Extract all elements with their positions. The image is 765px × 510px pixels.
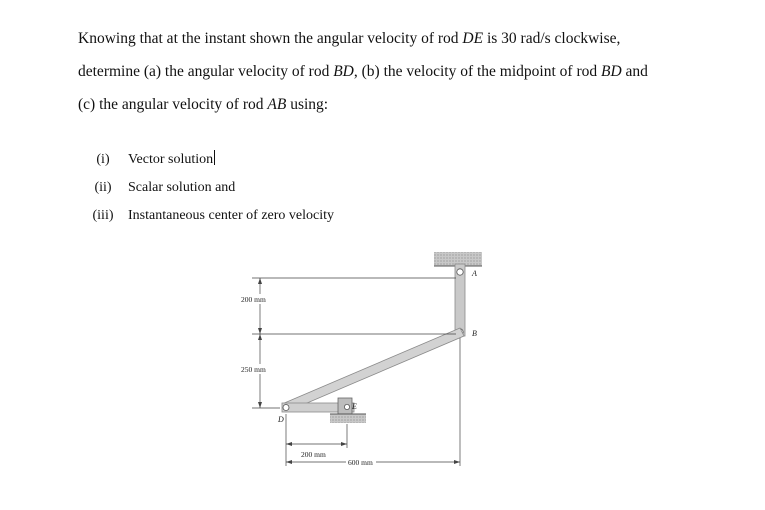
- arrow-up-top: [258, 278, 262, 284]
- arrow-left-long: [286, 460, 292, 464]
- rod-name-bd: BD: [600, 63, 622, 80]
- dimension-label-250-vertical: 250 mm: [241, 365, 266, 374]
- point-label-a: A: [472, 269, 477, 278]
- dimension-label-200-vertical: 200 mm: [241, 295, 266, 304]
- arrow-up-mid: [258, 334, 262, 340]
- problem-text: , (b) the velocity of the midpoint of rod: [353, 63, 601, 80]
- text-cursor: [214, 150, 215, 165]
- arrow-down-mid: [258, 328, 262, 334]
- method-list: [78, 146, 334, 230]
- point-label-e: E: [352, 402, 357, 411]
- method-number: (ii): [94, 180, 112, 195]
- problem-text: Knowing that at the instant shown the angular velocity of rod: [78, 30, 463, 47]
- pin-d: [283, 405, 289, 411]
- point-label-d: D: [278, 415, 284, 424]
- arrow-right-long: [454, 460, 460, 464]
- pin-e: [344, 404, 349, 409]
- problem-line-2: [78, 55, 728, 88]
- rod-name-bd: BD: [333, 63, 354, 80]
- point-label-b: B: [472, 329, 477, 338]
- mechanism-diagram: [230, 248, 510, 488]
- arrow-right-short: [341, 442, 347, 446]
- problem-statement: [78, 22, 728, 121]
- problem-text: is 30 rad/s clockwise,: [483, 30, 621, 47]
- ground-support-e: [330, 414, 366, 423]
- arrow-down-bottom: [258, 402, 262, 408]
- rod-name-ab: AB: [267, 96, 287, 113]
- method-label-text: Vector solution: [128, 152, 214, 167]
- method-item: [78, 146, 334, 174]
- problem-line-1: [78, 22, 728, 55]
- mechanism-figure: [230, 248, 510, 488]
- arrow-left-short: [286, 442, 292, 446]
- method-item: [78, 174, 334, 202]
- method-item: [78, 202, 334, 230]
- pin-a: [457, 269, 463, 275]
- dimension-label-200-horizontal: 200 mm: [301, 450, 326, 459]
- dimension-label-600-horizontal: 600 mm: [348, 458, 373, 467]
- rod-name-de: DE: [462, 30, 484, 47]
- method-number: (i): [96, 152, 110, 167]
- method-label: Instantaneous center of zero velocity: [128, 208, 335, 223]
- problem-text: using:: [286, 96, 329, 113]
- method-label: Scalar solution and: [128, 180, 236, 195]
- problem-text: and: [621, 63, 648, 80]
- method-number: (iii): [92, 208, 114, 223]
- method-label[interactable]: [128, 146, 215, 174]
- rod-bd: [282, 328, 464, 412]
- problem-text: (c) the angular velocity of rod: [78, 96, 268, 113]
- problem-text: determine (a) the angular velocity of rod: [78, 63, 334, 80]
- problem-line-3: [78, 88, 728, 121]
